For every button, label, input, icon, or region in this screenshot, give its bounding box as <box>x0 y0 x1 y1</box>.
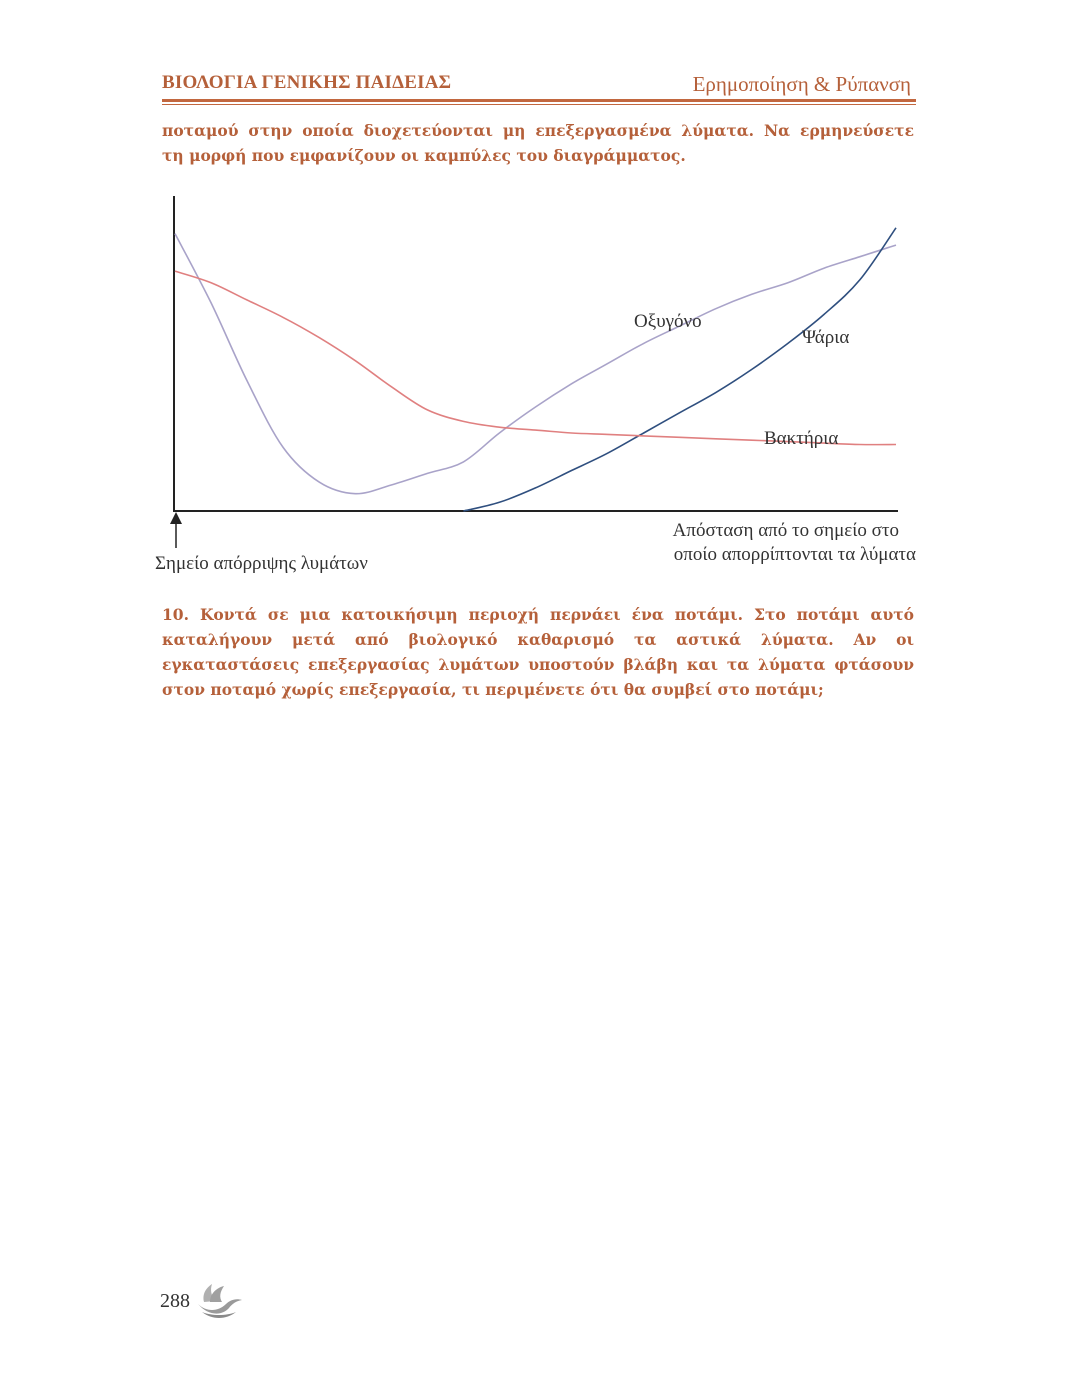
bird-logo-icon <box>196 1282 244 1322</box>
series-line-oxygen <box>175 234 896 494</box>
series-line-bacteria <box>175 271 896 445</box>
origin-arrow-head <box>170 512 182 524</box>
series-layer <box>175 228 896 511</box>
series-label-fish: Ψάρια <box>802 327 850 348</box>
question-10-text <box>162 602 914 702</box>
x-axis-label-line-1: Απόσταση από το σημείο στο <box>672 520 899 541</box>
series-label-bacteria: Βακτήρια <box>764 428 839 449</box>
series-line-fish <box>463 228 896 511</box>
x-axis-label-line-2: οποίο απορρίπτονται τα λύματα <box>673 544 916 565</box>
plot-area <box>170 196 898 548</box>
series-label-oxygen: Οξυγόνο <box>634 311 702 332</box>
origin-marker-label: Σημείο απόρριψης λυμάτων <box>155 553 368 574</box>
page-number: 288 <box>160 1290 190 1312</box>
book-title: ΒΙΟΛΟΓΙΑ ΓΕΝΙΚΗΣ ΠΑΙΔΕΙΑΣ <box>162 72 452 93</box>
question-10-line: 10. Κοντά σε μια κατοικήσιμη περιοχή περνάει ένα ποτάμι. Στο ποτάμι αυτό <box>162 605 914 624</box>
question-10-line: στον ποταμό χωρίς επεξεργασία, τι περιμένετε ότι θα συμβεί στο ποτάμι; <box>162 680 824 699</box>
question-10-line: καταλήγουν μετά από βιολογικό καθαρισμό τα αστικά λύματα. Αν οι <box>162 630 914 649</box>
chapter-title: Ερημοποίηση & Ρύπανση <box>692 72 911 96</box>
question-9-line: τη μορφή που εμφανίζουν οι καμπύλες του διαγράμματος. <box>162 146 686 165</box>
question-10-line: εγκαταστάσεις επεξεργασίας λυμάτων υποστούν βλάβη και τα λύματα φτάσουν <box>162 655 914 674</box>
question-9-line: ποταμού στην οποία διοχετεύονται μη επεξεργασμένα λύματα. Να ερμηνεύσετε <box>162 121 914 140</box>
